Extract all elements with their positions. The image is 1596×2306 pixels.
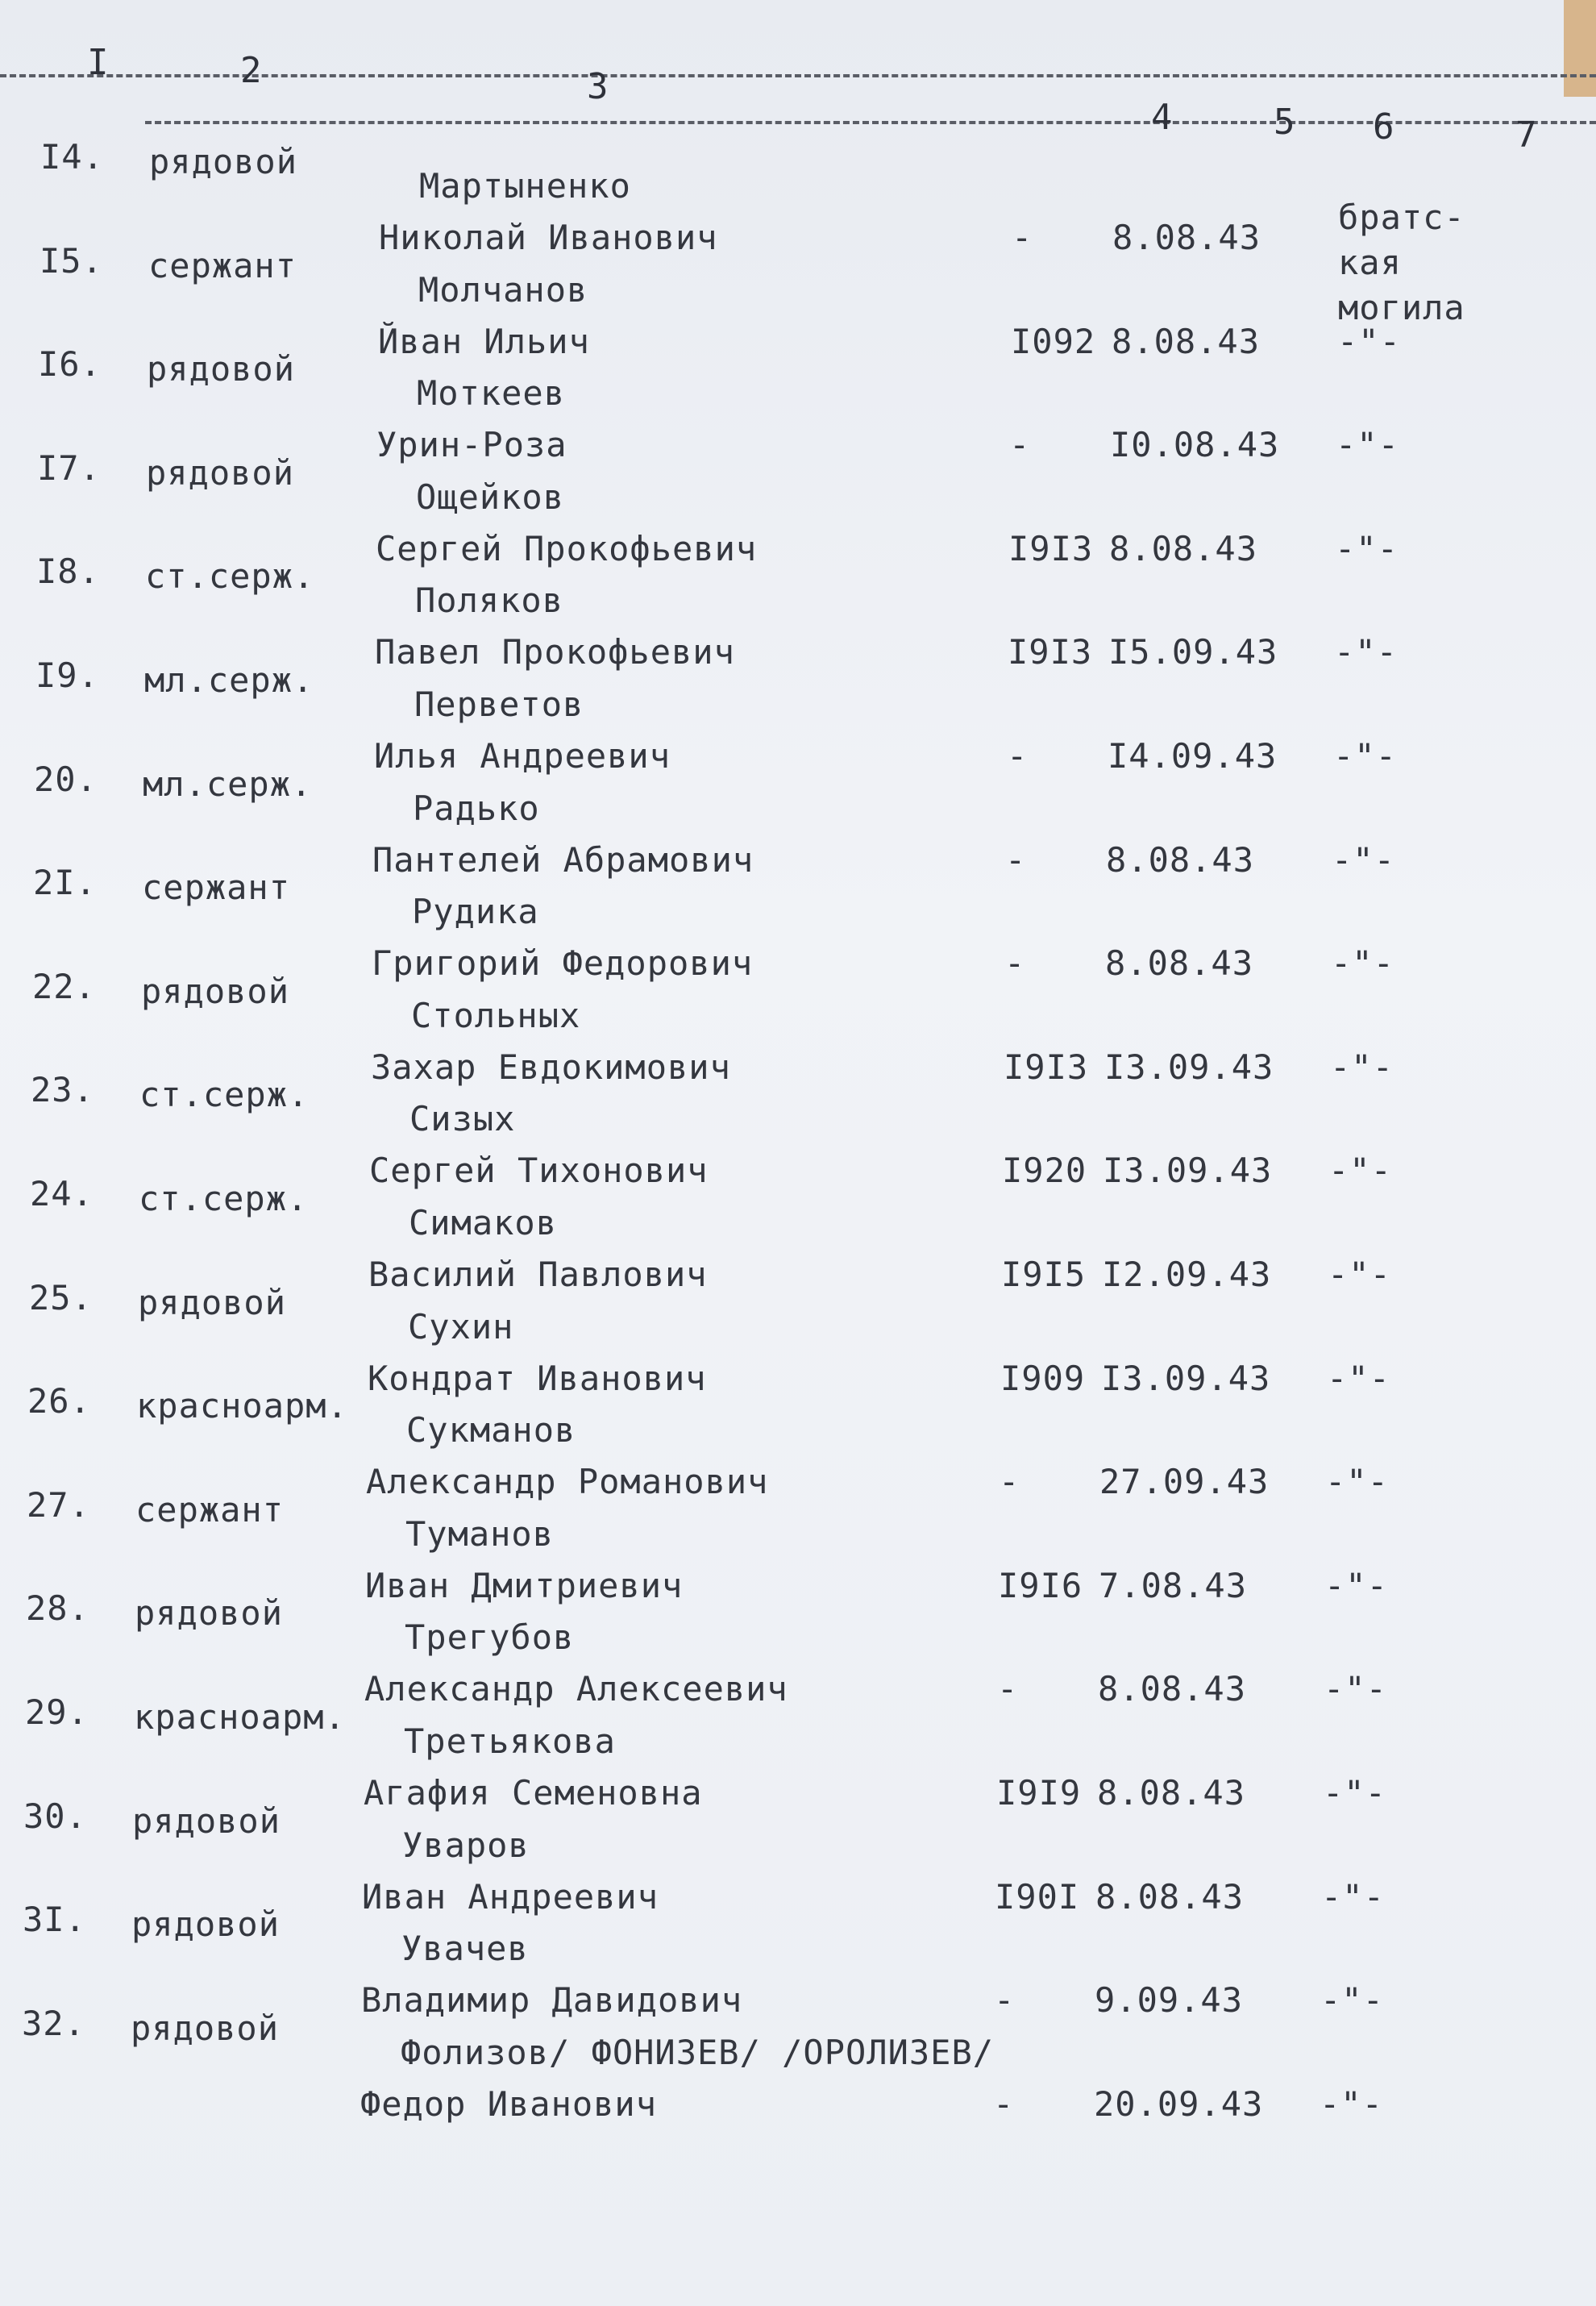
given-name-patronymic: Кондрат Иванович xyxy=(368,1358,707,1398)
surname: Фолизов/ ФОНИЗЕВ/ /ОРОЛИЗЕВ/ xyxy=(401,2032,995,2072)
entry-number: I4. xyxy=(40,137,104,177)
death-date: 8.08.43 xyxy=(1112,321,1261,361)
military-rank: рядовой xyxy=(149,142,298,181)
burial-place: -"- xyxy=(1327,1358,1390,1398)
entry-number: 20. xyxy=(34,759,98,799)
surname: Увачев xyxy=(401,1929,529,1969)
death-date: 8.08.43 xyxy=(1109,528,1258,568)
birth-year: I9I3 xyxy=(1008,528,1094,568)
death-date: I4.09.43 xyxy=(1108,736,1278,776)
military-rank: мл.серж. xyxy=(143,764,313,804)
entry-number: 30. xyxy=(23,1796,87,1836)
table-row xyxy=(0,1174,1586,1294)
birth-year: I9I3 xyxy=(1004,1047,1089,1087)
death-date: I5.09.43 xyxy=(1108,632,1278,672)
military-rank: рядовой xyxy=(131,1904,281,1945)
military-rank: ст.серж. xyxy=(139,1075,310,1115)
military-rank: рядовой xyxy=(131,2008,280,2048)
burial-place: -"- xyxy=(1320,1980,1384,2021)
entry-number: 22. xyxy=(32,966,96,1006)
entry-number: 26. xyxy=(27,1381,91,1421)
given-name-patronymic: Йван Ильич xyxy=(378,321,590,361)
death-date: I0.08.43 xyxy=(1110,425,1280,465)
birth-year: - xyxy=(997,1669,1019,1709)
given-name-patronymic: Николай Иванович xyxy=(379,218,718,257)
table-row xyxy=(0,2003,1577,2124)
surname: Перветов xyxy=(414,685,584,724)
birth-year: I092 xyxy=(1011,321,1096,361)
birth-year: - xyxy=(1004,943,1026,984)
surname: Третьякова xyxy=(404,1721,616,1761)
given-name-patronymic: Александр Алексеевич xyxy=(364,1669,788,1709)
given-name-patronymic: Василий Павлович xyxy=(368,1255,708,1294)
table-row xyxy=(0,966,1588,1087)
column-header-3: 3 xyxy=(587,66,610,107)
entry-number: 28. xyxy=(26,1588,89,1629)
burial-place: -"- xyxy=(1324,1565,1388,1605)
table-row xyxy=(0,656,1591,776)
table-row xyxy=(0,759,1590,880)
surname: Сизых xyxy=(409,1099,516,1139)
birth-year: I909 xyxy=(1000,1358,1086,1398)
entry-number: 27. xyxy=(27,1484,90,1525)
military-rank: рядовой xyxy=(132,1800,281,1841)
surname: Трегубов xyxy=(405,1617,575,1658)
entry-number: I7. xyxy=(37,447,101,488)
entry-number: 2I. xyxy=(33,863,97,903)
table-row xyxy=(0,447,1593,568)
entry-number: 25. xyxy=(29,1277,93,1317)
death-date: I2.09.43 xyxy=(1102,1255,1272,1294)
given-name-patronymic: Федор Иванович xyxy=(360,2083,658,2124)
table-row xyxy=(0,1484,1582,1605)
burial-place: -"- xyxy=(1328,1151,1392,1191)
birth-year: - xyxy=(1005,839,1027,880)
military-rank: сержант xyxy=(135,1489,285,1530)
table-row xyxy=(0,344,1594,465)
birth-year: I90I xyxy=(995,1876,1080,1917)
burial-place: -"- xyxy=(1321,1876,1385,1917)
table-row xyxy=(0,1796,1579,1917)
death-date: 8.08.43 xyxy=(1095,1876,1245,1917)
header-dashed-line-upper xyxy=(0,74,1596,77)
surname: Туманов xyxy=(405,1513,555,1554)
given-name-patronymic: Григорий Федорович xyxy=(372,943,754,984)
birth-year: - xyxy=(1012,218,1033,257)
burial-place: -"- xyxy=(1336,425,1399,465)
birth-year: I9I3 xyxy=(1008,632,1093,672)
military-rank: рядовой xyxy=(135,1593,284,1634)
burial-place: -"- xyxy=(1337,321,1401,361)
surname: Поляков xyxy=(415,581,564,621)
column-header-6: 6 xyxy=(1373,106,1396,148)
column-header-1: I xyxy=(87,42,110,83)
burial-place: -"- xyxy=(1325,1462,1389,1502)
surname: Стольных xyxy=(411,995,581,1035)
burial-place: -"- xyxy=(1335,528,1399,568)
column-header-5: 5 xyxy=(1274,102,1297,143)
table-row xyxy=(0,863,1589,984)
surname: Уваров xyxy=(402,1825,530,1865)
given-name-patronymic: Александр Романович xyxy=(366,1462,769,1502)
military-rank: рядовой xyxy=(146,452,295,493)
given-name-patronymic: Илья Андреевич xyxy=(374,736,671,776)
death-date: 8.08.43 xyxy=(1097,1773,1246,1813)
table-row xyxy=(0,552,1592,672)
table-row xyxy=(0,240,1595,361)
entry-number: 32. xyxy=(22,2003,85,2043)
military-rank: красноарм. xyxy=(136,1386,348,1426)
death-date: I3.09.43 xyxy=(1103,1151,1273,1191)
death-date: 7.08.43 xyxy=(1099,1565,1248,1605)
military-rank: ст.серж. xyxy=(139,1179,309,1218)
burial-place: -"- xyxy=(1333,736,1397,776)
military-rank: рядовой xyxy=(141,971,290,1011)
table-row xyxy=(0,1381,1583,1502)
birth-year: - xyxy=(999,1462,1020,1502)
given-name-patronymic: Агафия Семеновна xyxy=(364,1773,703,1813)
military-rank: сержант xyxy=(148,245,297,285)
entry-number: 3I. xyxy=(23,1900,86,1940)
birth-year: I9I6 xyxy=(998,1565,1083,1605)
military-rank: рядовой xyxy=(147,349,296,389)
burial-place: -"- xyxy=(1323,1773,1386,1813)
surname: Рудика xyxy=(412,892,539,932)
entry-number: I8. xyxy=(36,552,100,592)
military-rank: рядовой xyxy=(138,1282,287,1322)
surname: Симаков xyxy=(409,1203,558,1242)
death-date: I3.09.43 xyxy=(1104,1047,1274,1087)
column-header-7: 7 xyxy=(1515,114,1539,156)
given-name-patronymic: Владимир Давидович xyxy=(361,1980,743,2021)
given-name-patronymic: Иван Дмитриевич xyxy=(365,1565,684,1605)
death-date: 9.09.43 xyxy=(1095,1980,1244,2021)
burial-place: -"- xyxy=(1330,1047,1394,1087)
table-row xyxy=(0,1588,1581,1709)
military-rank: красноарм. xyxy=(134,1697,346,1737)
military-rank: сержант xyxy=(142,868,291,908)
surname: Ощейков xyxy=(416,477,565,517)
burial-place: -"- xyxy=(1332,839,1395,880)
given-name-patronymic: Сергей Прокофьевич xyxy=(376,528,758,568)
birth-year: - xyxy=(1009,425,1031,465)
military-rank: ст.серж. xyxy=(145,556,315,597)
birth-year: - xyxy=(994,1980,1016,2021)
given-name-patronymic: Иван Андреевич xyxy=(362,1876,659,1917)
military-rank: мл.серж. xyxy=(144,660,314,700)
entry-number: 23. xyxy=(31,1070,94,1110)
burial-place: -"- xyxy=(1328,1255,1391,1294)
death-date: 8.08.43 xyxy=(1098,1669,1247,1709)
given-name-patronymic: Сергей Тихонович xyxy=(369,1151,709,1191)
entry-number: I9. xyxy=(35,656,99,695)
column-header-4: 4 xyxy=(1151,97,1174,138)
birth-year: I920 xyxy=(1002,1151,1087,1191)
birth-year: - xyxy=(1007,736,1029,776)
burial-place: -"- xyxy=(1334,632,1398,672)
burial-place: -"- xyxy=(1331,943,1394,984)
given-name-patronymic: Захар Евдокимович xyxy=(371,1047,731,1087)
death-date: 8.08.43 xyxy=(1105,943,1254,984)
birth-year: - xyxy=(993,2083,1015,2124)
surname: Радько xyxy=(413,788,540,828)
birth-year: I9I9 xyxy=(996,1773,1082,1813)
death-date: 8.08.43 xyxy=(1112,218,1261,257)
entry-number: I6. xyxy=(38,344,102,385)
birth-year: I9I5 xyxy=(1001,1255,1087,1294)
entry-number: I5. xyxy=(39,240,103,281)
surname: Моткеев xyxy=(417,373,566,414)
surname: Сухин xyxy=(408,1306,514,1347)
page-edge-background xyxy=(1564,0,1596,97)
entry-number: 29. xyxy=(25,1692,89,1732)
surname: Сукманов xyxy=(406,1410,576,1451)
given-name-patronymic: Павел Прокофьевич xyxy=(375,632,735,672)
entry-number: 24. xyxy=(30,1174,94,1213)
given-name-patronymic: Пантелей Абрамович xyxy=(372,839,754,880)
burial-place: -"- xyxy=(1320,2083,1383,2124)
table-row xyxy=(0,1277,1585,1398)
burial-place: -"- xyxy=(1324,1669,1387,1709)
column-header-2: 2 xyxy=(240,50,264,91)
surname: Молчанов xyxy=(418,269,588,310)
table-row xyxy=(0,1692,1581,1813)
death-date: I3.09.43 xyxy=(1101,1358,1271,1398)
given-name-patronymic: Урин-Роза xyxy=(376,425,567,465)
surname: Мартыненко xyxy=(419,166,631,206)
death-date: 27.09.43 xyxy=(1099,1462,1270,1502)
table-row xyxy=(0,1900,1578,2021)
table-row xyxy=(0,1070,1586,1191)
death-date: 8.08.43 xyxy=(1106,839,1255,880)
burial-place: братс- кая могила xyxy=(1338,198,1465,327)
death-date: 20.09.43 xyxy=(1094,2083,1264,2124)
